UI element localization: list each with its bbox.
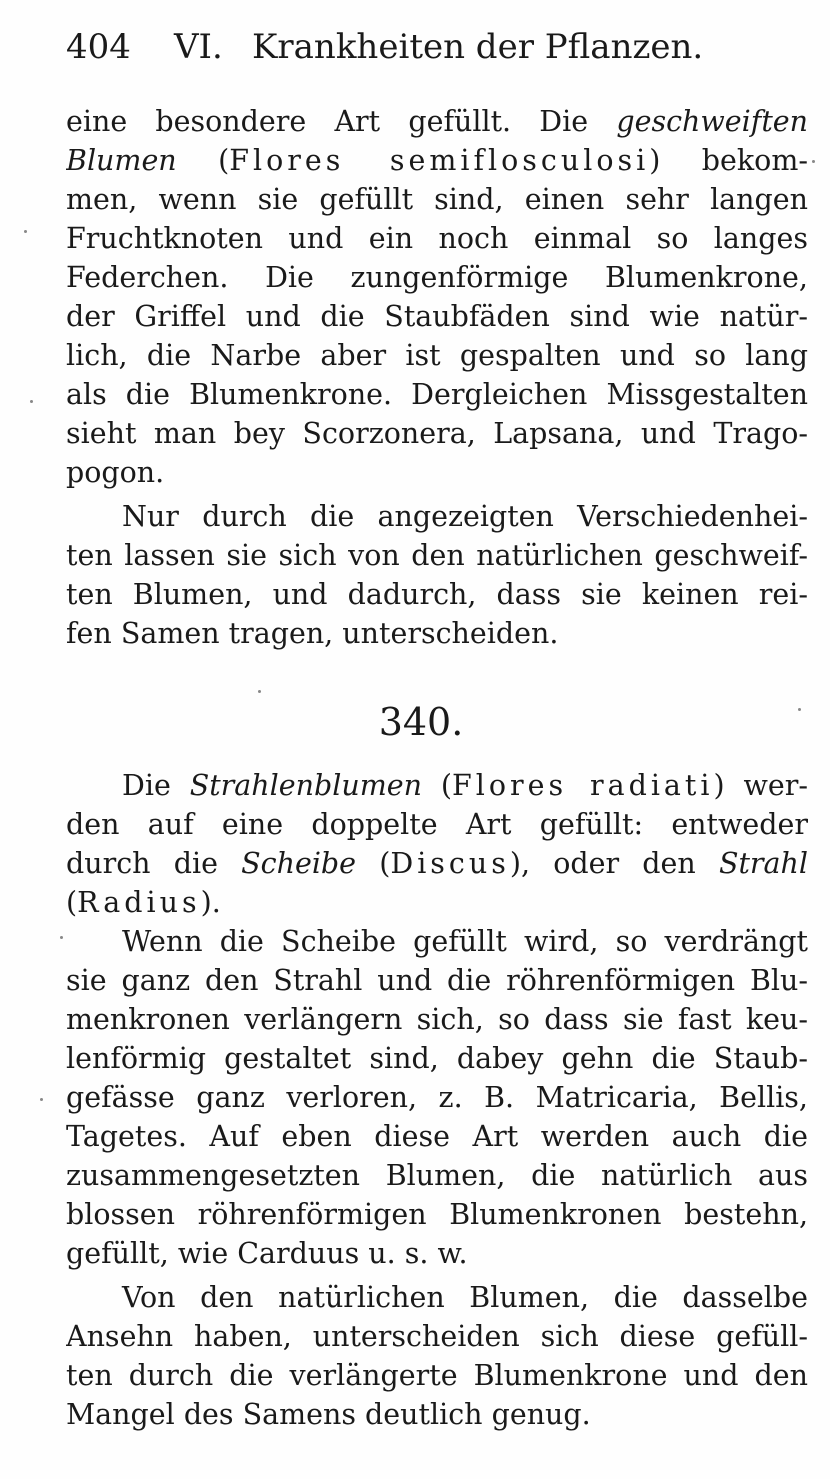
italic-term: Strahl bbox=[718, 847, 808, 880]
text-run: men, wenn sie gefüllt sind, einen sehr langen bbox=[66, 183, 808, 216]
text-line bbox=[66, 1039, 808, 1078]
text-line bbox=[66, 219, 808, 258]
text-line bbox=[66, 1278, 808, 1317]
text-line bbox=[66, 1195, 808, 1234]
text-line bbox=[66, 1317, 808, 1356]
text-run: eine besondere Art gefüllt. Die bbox=[66, 105, 617, 138]
text-run: menkronen verlängern sich, so dass sie fast keu- bbox=[66, 1003, 808, 1036]
paper-speck bbox=[798, 708, 801, 711]
text-line bbox=[66, 336, 808, 375]
text-line bbox=[66, 844, 808, 883]
paragraph bbox=[66, 922, 808, 1273]
text-line bbox=[66, 883, 808, 922]
text-run: durch die bbox=[66, 847, 242, 880]
text-run: ( bbox=[356, 847, 391, 880]
text-line bbox=[66, 575, 808, 614]
text-run: ), oder den bbox=[509, 847, 719, 880]
text-run: ( bbox=[176, 144, 230, 177]
paragraph bbox=[66, 102, 808, 492]
paper-speck bbox=[24, 230, 27, 233]
italic-term: geschweiften bbox=[616, 105, 808, 138]
italic-term: Scheibe bbox=[241, 847, 357, 880]
text-line bbox=[66, 1117, 808, 1156]
paper-speck bbox=[40, 1098, 43, 1101]
text-line bbox=[66, 922, 808, 961]
paragraph bbox=[66, 1278, 808, 1434]
text-run: Fruchtknoten und ein noch einmal so langes bbox=[66, 222, 808, 255]
text-run: Ansehn haben, unterscheiden sich diese gefüll- bbox=[66, 1320, 808, 1353]
paper-speck bbox=[60, 936, 63, 939]
text-run: ten durch die verlängerte Blumenkrone und den bbox=[66, 1359, 808, 1392]
text-run: lich, die Narbe aber ist gespalten und so lang bbox=[66, 339, 808, 372]
text-line bbox=[66, 497, 808, 536]
latin-term: Discus bbox=[390, 847, 510, 880]
text-line bbox=[66, 614, 808, 653]
text-run: fen Samen tragen, unterscheiden. bbox=[66, 617, 559, 650]
text-run: sieht man bey Scorzonera, Lapsana, und Trago- bbox=[66, 417, 808, 450]
text-line bbox=[66, 180, 808, 219]
text-run: Federchen. Die zungenförmige Blumenkrone, bbox=[66, 261, 808, 294]
paper-speck bbox=[812, 160, 815, 163]
chapter-number: VI. bbox=[174, 27, 223, 67]
text-run: ). bbox=[200, 886, 221, 919]
text-line bbox=[66, 805, 808, 844]
text-run: pogon. bbox=[66, 456, 165, 489]
text-line bbox=[66, 1356, 808, 1395]
text-run: ) wer- bbox=[713, 769, 808, 802]
chapter-title: Krankheiten der Pflanzen. bbox=[252, 27, 704, 67]
text-run: der Griffel und die Staubfäden sind wie natür- bbox=[66, 300, 808, 333]
paper-speck bbox=[258, 690, 261, 693]
page-number: 404 bbox=[66, 27, 131, 67]
text-line bbox=[66, 1000, 808, 1039]
text-run: sie ganz den Strahl und die röhrenförmigen Blu- bbox=[66, 964, 808, 997]
latin-term: Radius bbox=[77, 886, 201, 919]
paragraph bbox=[66, 497, 808, 653]
text-run: den auf eine doppelte Art gefüllt: entweder bbox=[66, 808, 808, 841]
paragraph bbox=[66, 766, 808, 922]
text-line bbox=[66, 961, 808, 1000]
text-run: Von den natürlichen Blumen, die dasselbe bbox=[122, 1281, 808, 1314]
italic-term: Strahlenblumen bbox=[189, 769, 422, 802]
text-line bbox=[66, 141, 808, 180]
text-run: Die bbox=[122, 769, 190, 802]
text-run: Mangel des Samens deutlich genug. bbox=[66, 1398, 591, 1431]
text-line bbox=[66, 414, 808, 453]
text-run: als die Blumenkrone. Dergleichen Missgestalten bbox=[66, 378, 808, 411]
text-run: ) bekom- bbox=[649, 144, 808, 177]
text-line bbox=[66, 258, 808, 297]
text-run: ten lassen sie sich von den natürlichen geschweif- bbox=[66, 539, 808, 572]
text-line bbox=[66, 766, 808, 805]
text-line bbox=[66, 1234, 808, 1273]
text-run: Wenn die Scheibe gefüllt wird, so verdrängt bbox=[122, 925, 808, 958]
latin-term: Flores semiflosculosi bbox=[229, 144, 650, 177]
text-line bbox=[66, 536, 808, 575]
text-run: zusammengesetzten Blumen, die natürlich aus bbox=[66, 1159, 808, 1192]
section-number: 340. bbox=[378, 700, 464, 744]
text-run: ( bbox=[421, 769, 452, 802]
running-header bbox=[66, 22, 766, 72]
text-run: lenförmig gestaltet sind, dabey gehn die Staub- bbox=[66, 1042, 808, 1075]
text-run: gefässe ganz verloren, z. B. Matricaria, Bellis, bbox=[66, 1081, 808, 1114]
text-line bbox=[66, 297, 808, 336]
text-line bbox=[66, 1156, 808, 1195]
text-run: gefüllt, wie Carduus u. s. w. bbox=[66, 1237, 468, 1270]
text-line bbox=[66, 102, 808, 141]
latin-term: Flores radiati bbox=[451, 769, 714, 802]
text-line bbox=[66, 1395, 808, 1434]
text-line bbox=[66, 1078, 808, 1117]
text-run: ( bbox=[66, 886, 78, 919]
text-run: Nur durch die angezeigten Verschiedenhei- bbox=[122, 500, 808, 533]
text-run: ten Blumen, und dadurch, dass sie keinen rei- bbox=[66, 578, 808, 611]
italic-term: Blumen bbox=[66, 144, 177, 177]
text-run: Tagetes. Auf eben diese Art werden auch die bbox=[66, 1120, 808, 1153]
text-run: blossen röhrenförmigen Blumenkronen bestehn, bbox=[66, 1198, 808, 1231]
text-line bbox=[66, 453, 808, 492]
paper-speck bbox=[30, 400, 33, 403]
text-line bbox=[66, 375, 808, 414]
